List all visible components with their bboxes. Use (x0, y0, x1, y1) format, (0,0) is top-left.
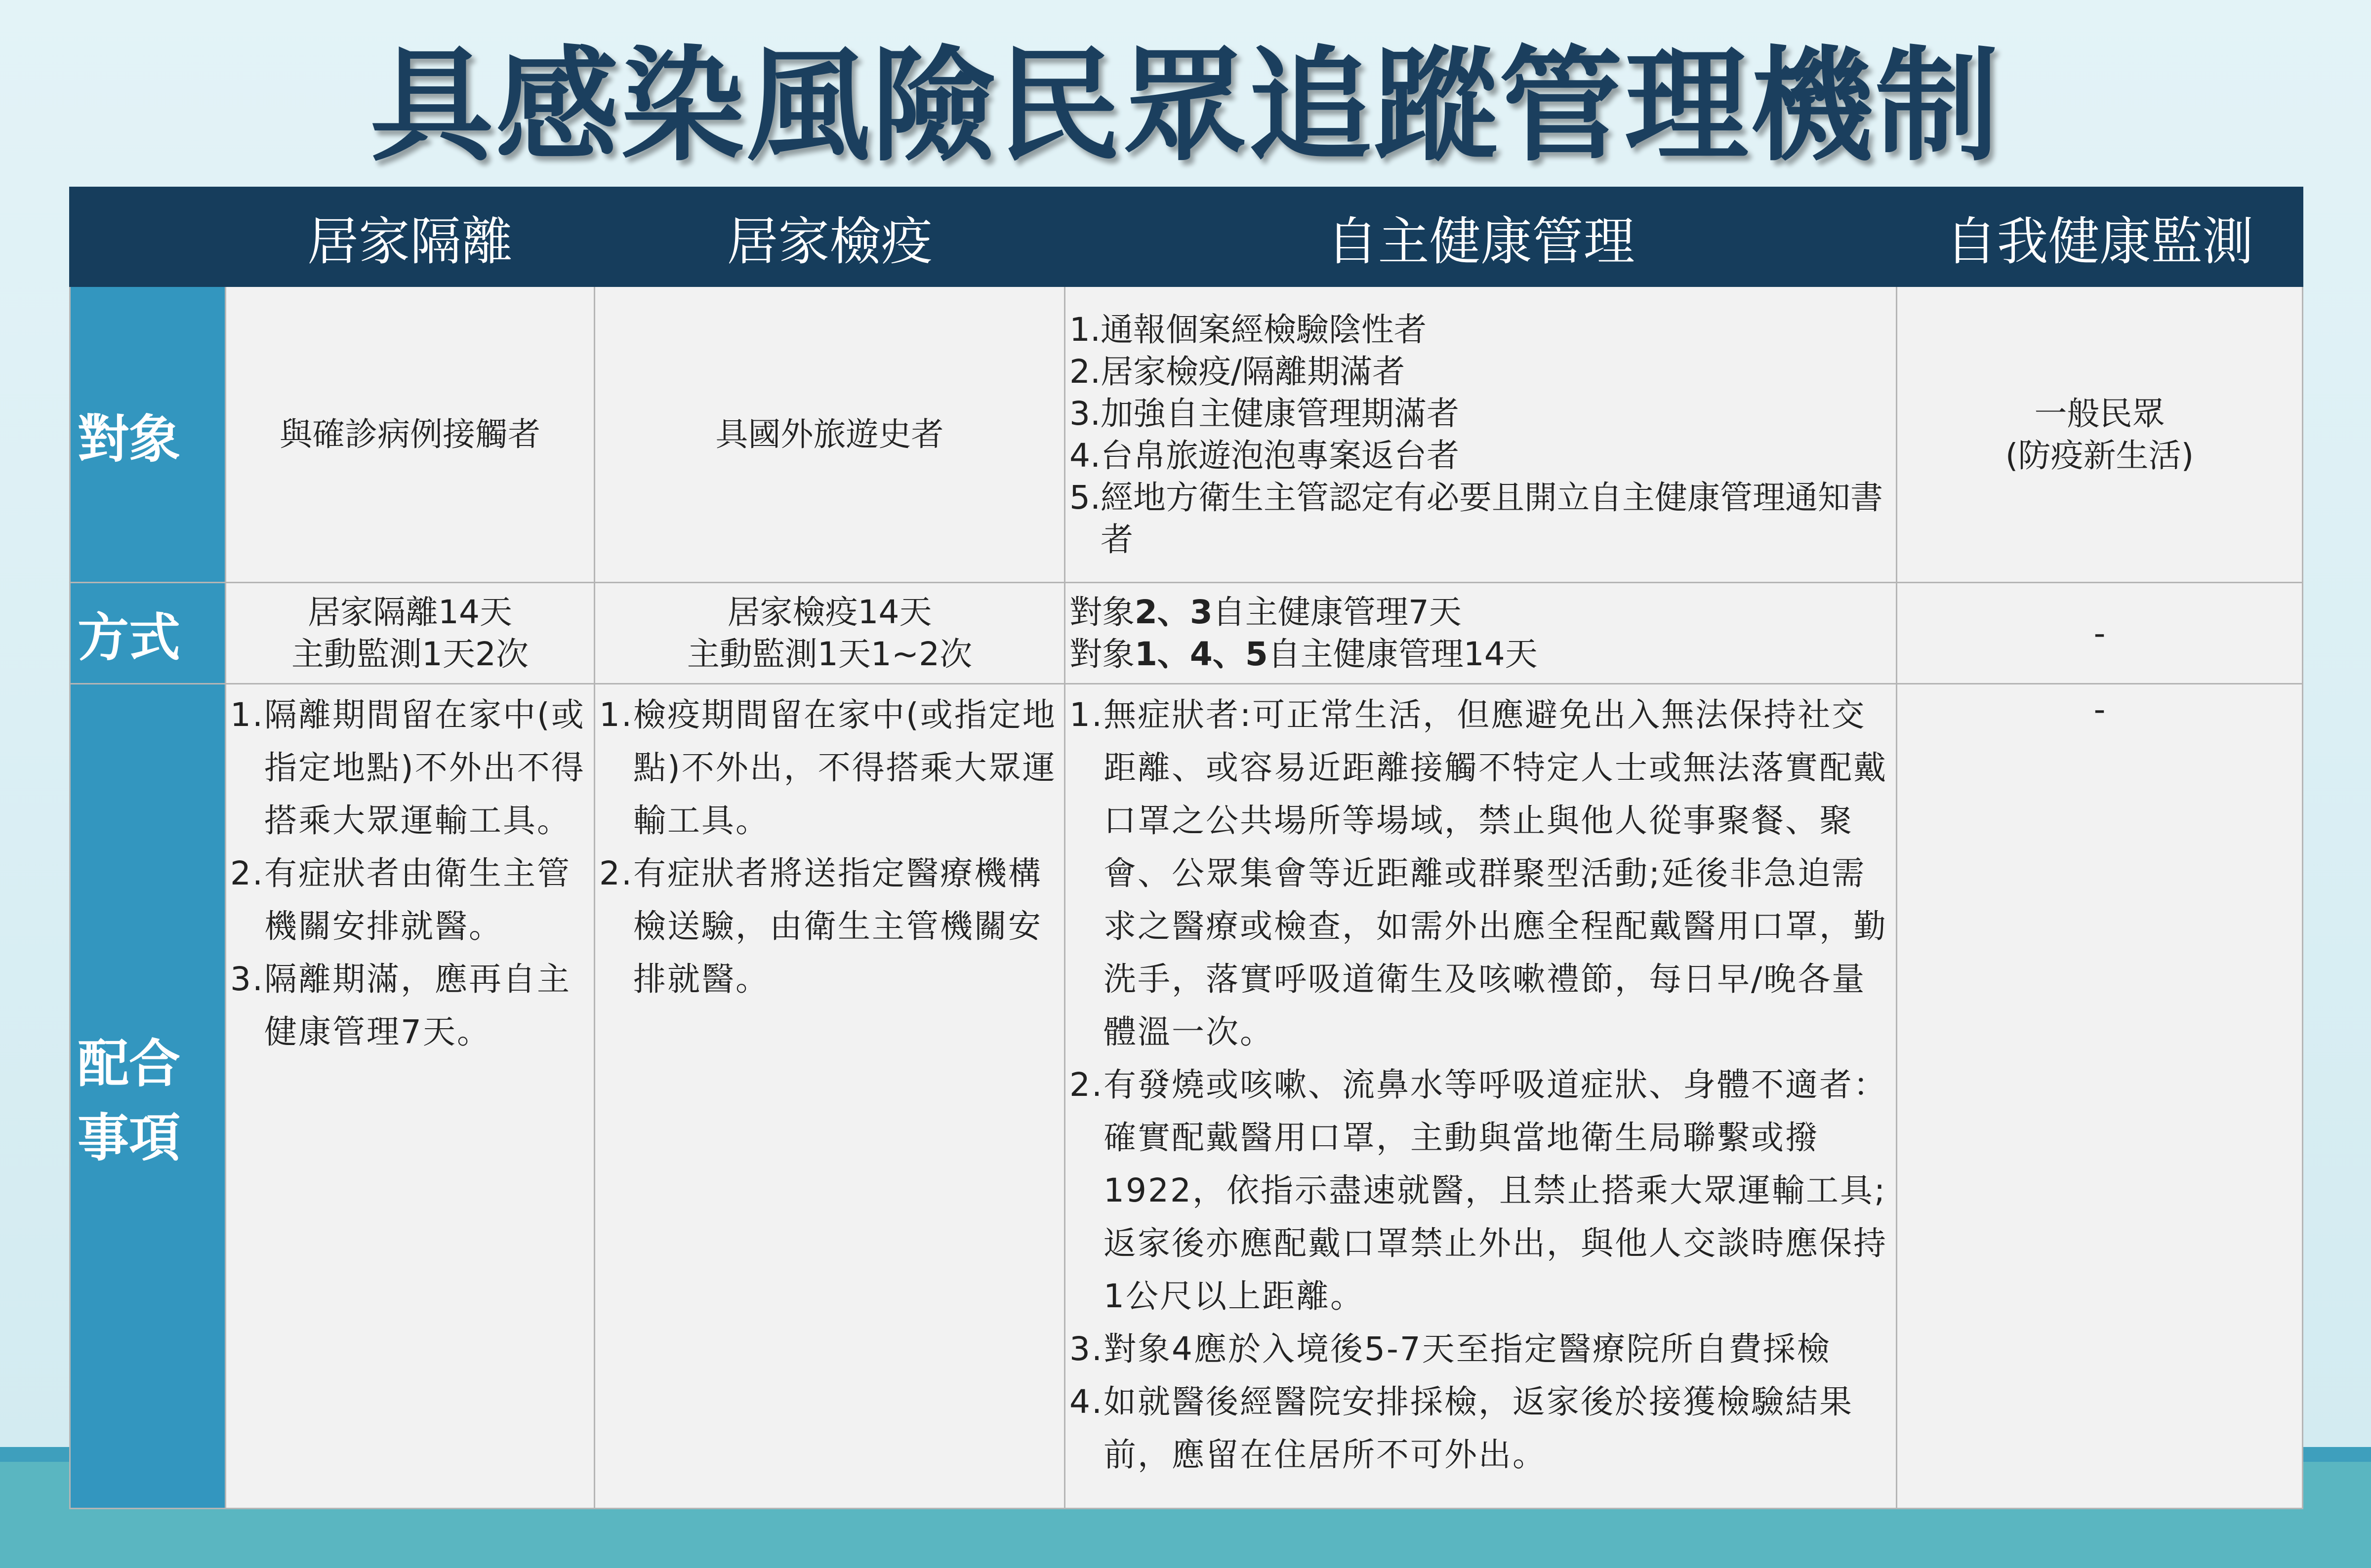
cooperation-quarantine-list (599, 688, 1061, 1005)
list-item-text: 檢疫期間留在家中(或指定地點)不外出，不得搭乘大眾運輸工具。 (633, 696, 1057, 840)
header-home-quarantine: 居家檢疫 (595, 188, 1065, 286)
method-isolation-line1: 居家隔離14天 (308, 593, 512, 631)
header-home-isolation: 居家隔離 (226, 188, 595, 286)
row-label-target: 對象 (70, 286, 226, 583)
list-item-text: 如就醫後經醫院安排採檢，返家後於接獲檢驗結果前，應留在住居所不可外出。 (1103, 1383, 1853, 1474)
method-line2-post: 自主健康管理14天 (1267, 635, 1538, 673)
list-item-number: 4. (1069, 436, 1101, 475)
method-line2-pre: 對象 (1069, 635, 1135, 673)
list-item-number: 3. (1069, 1330, 1104, 1368)
list-item (1069, 309, 1893, 351)
row-target (70, 286, 2303, 583)
method-line2-bold: 1、4、5 (1135, 635, 1268, 673)
cooperation-label-line2: 事項 (78, 1107, 181, 1168)
target-list (1069, 309, 1893, 561)
list-item-text: 通報個案經檢驗陰性者 (1100, 310, 1427, 349)
method-home-quarantine (595, 583, 1065, 684)
list-item-text: 有發燒或咳嗽、流鼻水等呼吸道症狀、身體不適者：確實配戴醫用口罩，主動與當地衛生局聯繫或撥1922，依指示盡速就醫，且禁止搭乘大眾運輸工具;返家後亦應配戴口罩禁止外出，與他人交談時應保持1公尺以上距離。 (1103, 1066, 1887, 1315)
method-home-isolation (226, 583, 595, 684)
list-item-text: 有症狀者由衛生主管機關安排就醫。 (264, 854, 571, 945)
list-item (1069, 393, 1893, 435)
list-item-text: 隔離期滿，應再自主健康管理7天。 (264, 960, 571, 1051)
list-item (1069, 1058, 1893, 1323)
list-item (599, 847, 1061, 1005)
method-line1-bold: 2、3 (1135, 593, 1213, 631)
list-item (599, 688, 1061, 847)
cooperation-isolation-list (230, 688, 591, 1058)
method-quarantine-line2: 主動監測1天1~2次 (687, 635, 973, 673)
method-management-line1 (1069, 591, 1893, 633)
cooperation-home-isolation (226, 684, 595, 1509)
header-self-health-management: 自主健康管理 (1065, 188, 1897, 286)
list-item-text: 有症狀者將送指定醫療機構檢送驗，由衛生主管機關安排就醫。 (633, 854, 1042, 998)
target-monitoring-line1: 一般民眾 (2034, 394, 2165, 433)
method-management-line2 (1069, 633, 1893, 675)
list-item-number: 1. (1069, 696, 1104, 734)
list-item (1069, 1323, 1893, 1375)
header-corner (70, 188, 226, 286)
target-monitoring-line2: (防疫新生活) (2005, 436, 2194, 475)
list-item-number: 3. (230, 960, 264, 998)
list-item-number: 2. (1069, 1066, 1104, 1104)
method-isolation-line2: 主動監測1天2次 (291, 635, 529, 673)
method-line1-post: 自主健康管理7天 (1212, 593, 1462, 631)
row-label-method: 方式 (70, 583, 226, 684)
list-item-text: 加強自主健康管理期滿者 (1100, 394, 1459, 433)
list-item (230, 953, 591, 1058)
method-self-health-management (1065, 583, 1897, 684)
list-item-number: 1. (230, 696, 264, 734)
list-item (1069, 351, 1893, 393)
list-item-number: 1. (1069, 310, 1101, 349)
list-item-number: 2. (230, 854, 264, 892)
list-item-text: 對象4應於入境後5-7天至指定醫療院所自費採檢 (1103, 1330, 1831, 1368)
list-item (1069, 477, 1893, 561)
row-label-cooperation (70, 684, 226, 1509)
list-item (1069, 1375, 1893, 1481)
cooperation-home-quarantine (595, 684, 1065, 1509)
list-item-number: 1. (599, 696, 633, 734)
list-item-number: 5. (1069, 478, 1101, 517)
list-item-text: 居家檢疫/隔離期滿者 (1100, 352, 1405, 391)
target-home-quarantine: 具國外旅遊史者 (595, 286, 1065, 583)
cooperation-management-list (1069, 688, 1893, 1481)
list-item (230, 688, 591, 847)
header-row (70, 188, 2303, 286)
list-item-number: 2. (1069, 352, 1101, 391)
method-quarantine-line1: 居家檢疫14天 (727, 593, 932, 631)
method-self-health-monitoring: - (1897, 583, 2303, 684)
cooperation-label-line1: 配合 (78, 1033, 181, 1094)
cooperation-self-health-management (1065, 684, 1897, 1509)
list-item-number: 4. (1069, 1383, 1104, 1421)
target-self-health-monitoring (1897, 286, 2303, 583)
list-item-text: 無症狀者:可正常生活，但應避免出入無法保持社交距離、或容易近距離接觸不特定人士或無法落實配戴口罩之公共場所等場域，禁止與他人從事聚餐、聚會、公眾集會等近距離或群聚型活動;延後非急迫需求之醫療或檢查，如需外出應全程配戴醫用口罩，勤洗手，落實呼吸道衛生及咳嗽禮節，每日早/晚各量體溫一次。 (1103, 696, 1887, 1051)
row-method (70, 583, 2303, 684)
target-home-isolation: 與確診病例接觸者 (226, 286, 595, 583)
list-item (1069, 688, 1893, 1058)
cooperation-self-health-monitoring: - (1897, 684, 2303, 1509)
method-line1-pre: 對象 (1069, 593, 1135, 631)
tracking-mechanism-table (69, 187, 2303, 1509)
list-item-text: 隔離期間留在家中(或指定地點)不外出不得搭乘大眾運輸工具。 (264, 696, 585, 840)
list-item (1069, 435, 1893, 477)
list-item-text: 經地方衛生主管認定有必要且開立自主健康管理通知書者 (1100, 478, 1883, 559)
target-self-health-management (1065, 286, 1897, 583)
list-item-number: 2. (599, 854, 633, 892)
list-item-number: 3. (1069, 394, 1101, 433)
header-self-health-monitoring: 自我健康監測 (1897, 188, 2303, 286)
list-item (230, 847, 591, 953)
row-cooperation (70, 684, 2303, 1509)
list-item-text: 台帛旅遊泡泡專案返台者 (1100, 436, 1459, 475)
page-title: 具感染風險民眾追蹤管理機制 (370, 34, 2001, 178)
